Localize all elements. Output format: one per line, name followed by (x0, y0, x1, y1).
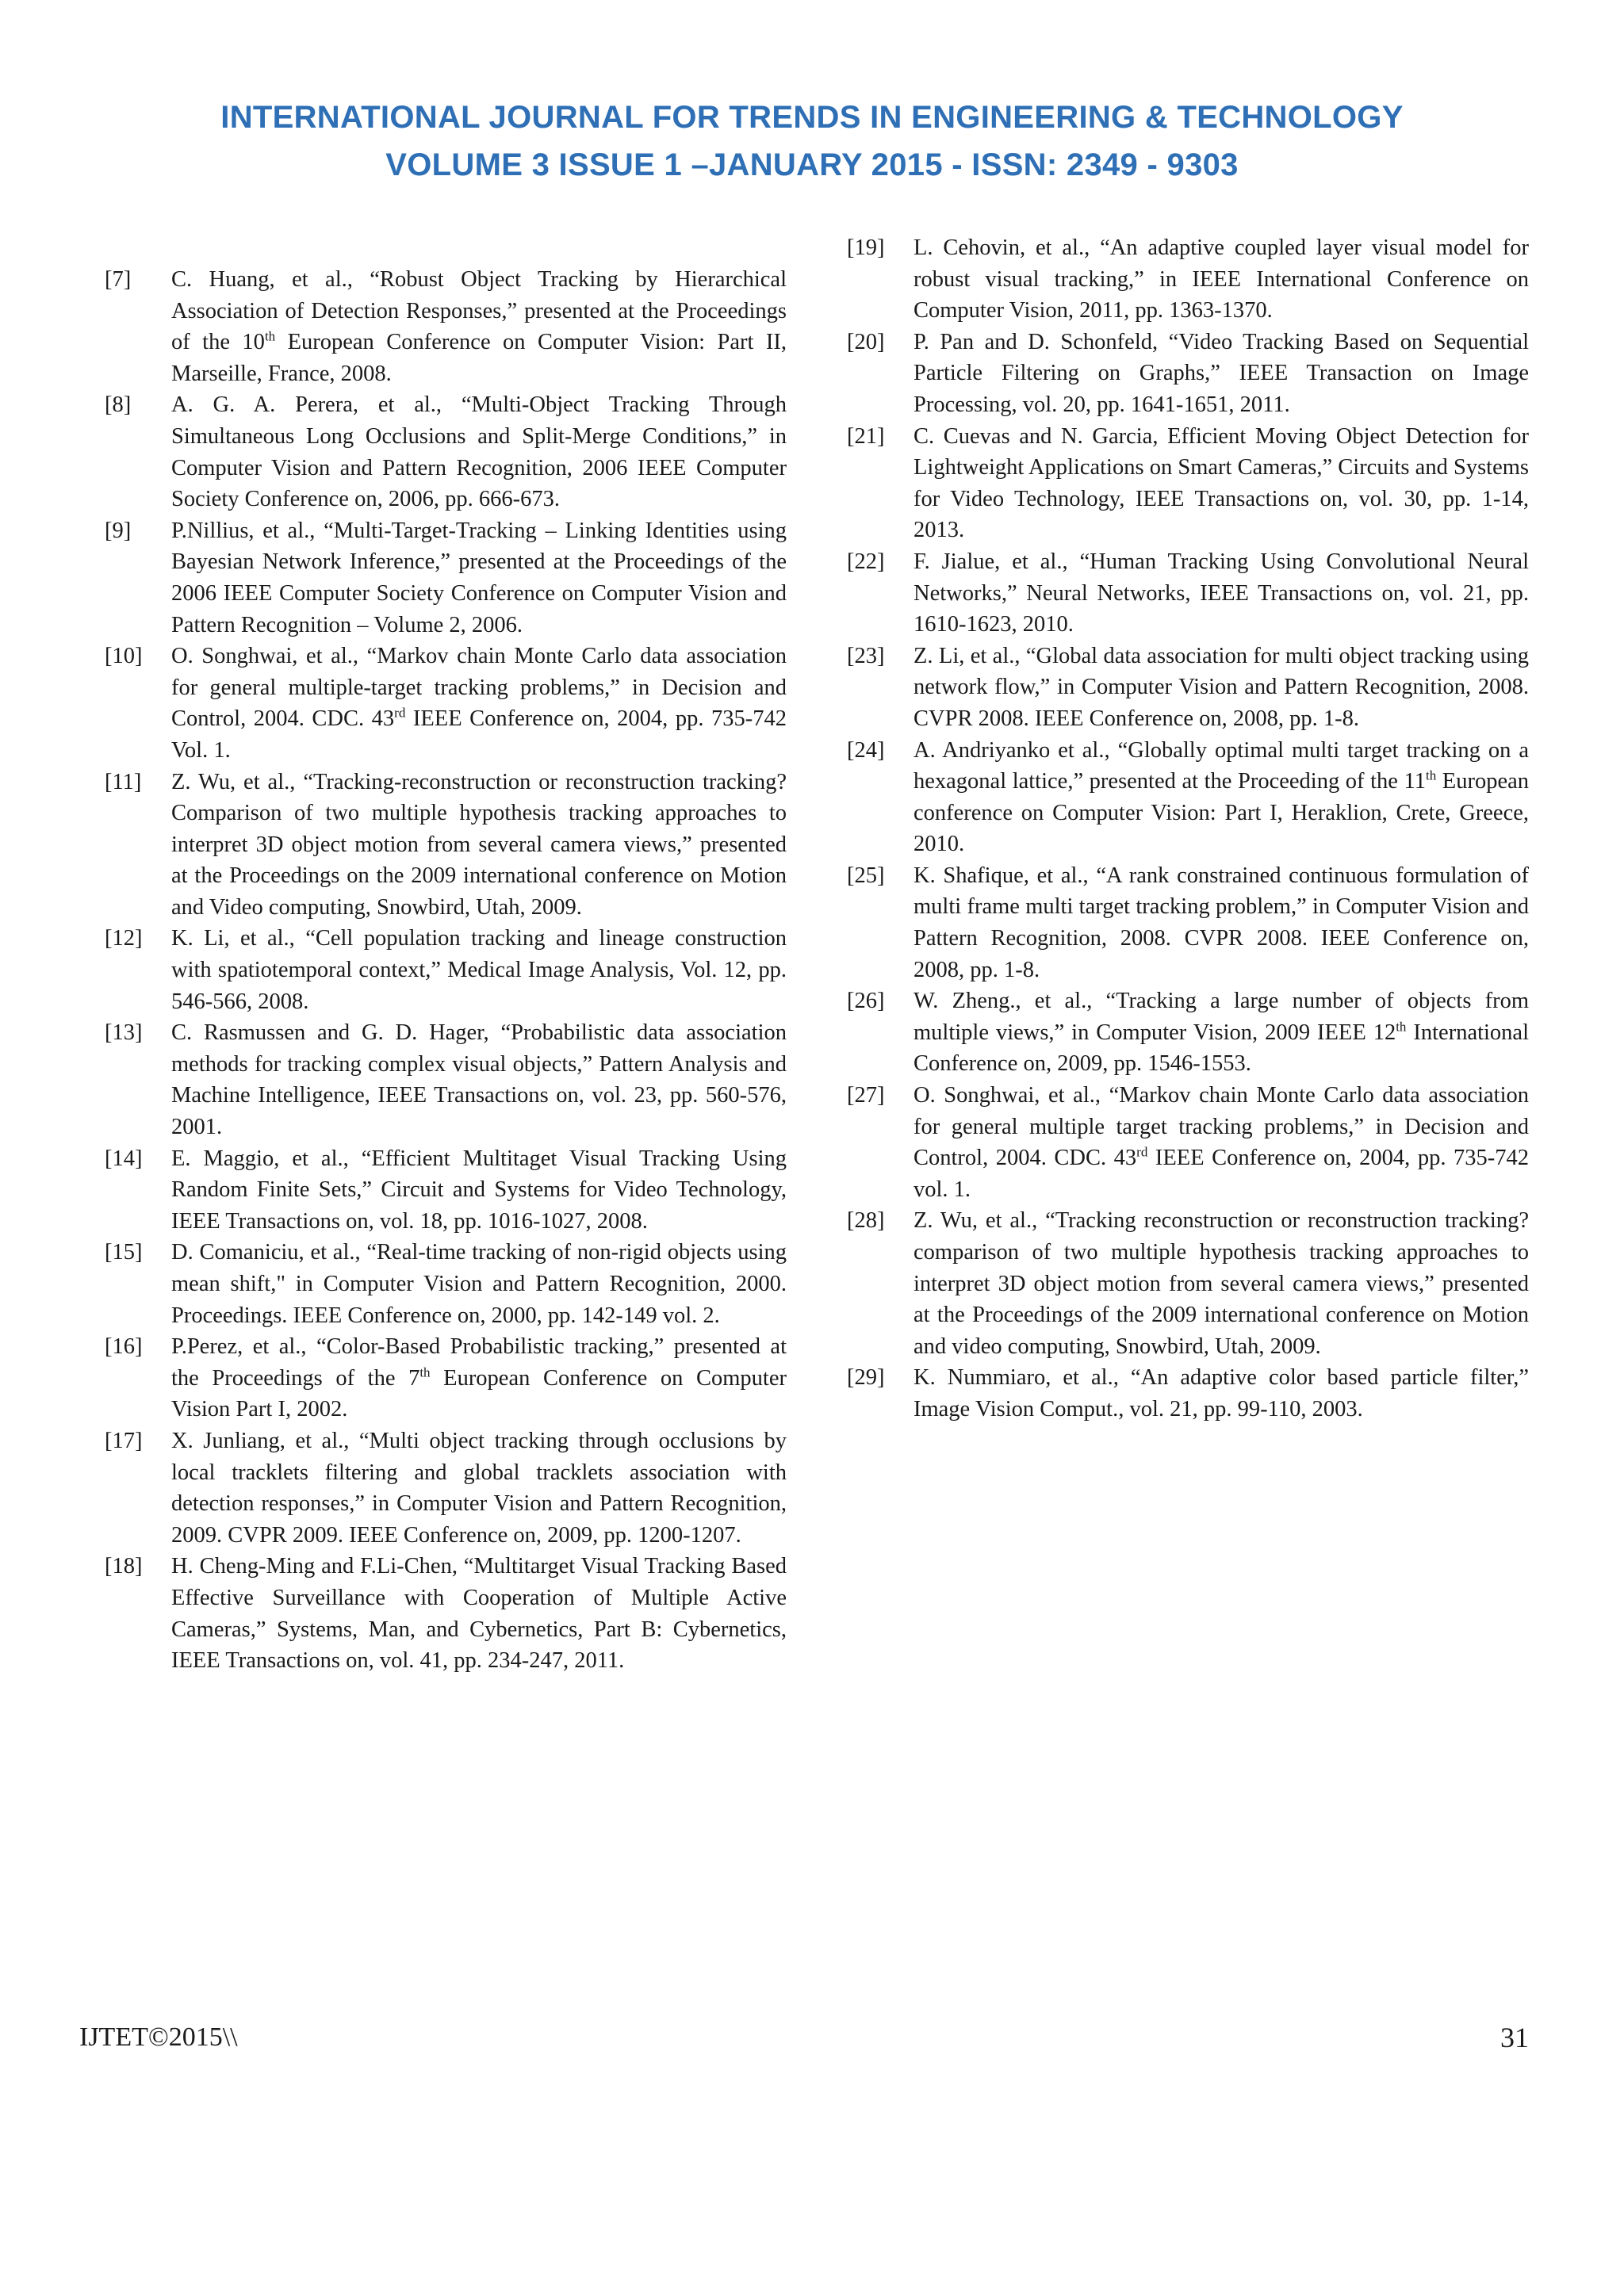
reference-text (171, 1331, 787, 1425)
reference-number: [26] (847, 989, 885, 1014)
reference-item (105, 1143, 787, 1238)
reference-text-part: C. Rasmussen and G. D. Hager, “Probabilistic data association methods for tracking complex visual objects,” Pattern Analysis and Machine Intelligence, IEEE Transactions on, vol. 23, pp. 560-576, 2001. (171, 1020, 787, 1140)
references-right-column (847, 232, 1529, 1425)
ordinal-superscript: rd (1136, 1144, 1148, 1160)
reference-item (847, 1362, 1529, 1425)
reference-number: [8] (105, 392, 132, 418)
reference-text-part: X. Junliang, et al., “Multi object tracking through occlusions by local tracklets filtering and global tracklets association with detection responses,” in Computer Vision and Pattern Recognition, 2009. CVPR 2009. IEEE Conference on, 2009, pp. 1200-1207. (171, 1428, 787, 1548)
reference-number: [20] (847, 329, 885, 354)
reference-number: [7] (105, 267, 132, 292)
reference-text-part: O. Songhwai, et al., “Markov chain Monte Carlo data association for general multiple-target tracking problems,” in Decision and Control, 2004. CDC. 43 (171, 644, 787, 732)
reference-item (105, 389, 787, 515)
ordinal-superscript: th (264, 328, 276, 344)
ordinal-superscript: rd (394, 705, 406, 721)
page-number: 31 (1500, 2022, 1529, 2053)
reference-number: [13] (105, 1020, 143, 1046)
reference-text-part: E. Maggio, et al., “Efficient Multitaget Visual Tracking Using Random Finite Sets,” Circuit and Systems for Video Technology, IEEE Transactions on, vol. 18, pp. 1016-1027, 2008. (171, 1146, 787, 1234)
reference-text (914, 1362, 1529, 1425)
journal-title: INTERNATIONAL JOURNAL FOR TRENDS IN ENGINEERING & TECHNOLOGY (220, 100, 1404, 135)
reference-text-part: W. Zheng., et al., “Tracking a large number of objects from multiple views,” in Computer Vision, 2009 IEEE 12 (914, 989, 1529, 1045)
journal-header (0, 94, 1624, 189)
reference-item (105, 1425, 787, 1551)
reference-text-part: A. Andriyanko et al., “Globally optimal multi target tracking on a hexagonal lattice,” presented at the Proceeding of the 11 (914, 737, 1529, 794)
reference-text-part: K. Nummiaro, et al., “An adaptive color based particle filter,” Image Vision Comput., vol. 21, pp. 99-110, 2003. (914, 1365, 1529, 1422)
reference-item (105, 767, 787, 924)
reference-number: [11] (105, 769, 142, 794)
reference-text (914, 985, 1529, 1080)
reference-text-part: International Conference on, 2009, pp. 1546-1553. (914, 1020, 1529, 1077)
reference-text (171, 767, 787, 924)
reference-item (105, 515, 787, 641)
reference-text (171, 264, 787, 389)
reference-text-part: European Conference on Computer Vision Part I, 2002. (171, 1365, 787, 1422)
reference-number: [14] (105, 1146, 143, 1171)
reference-number: [10] (105, 644, 143, 669)
reference-text (914, 641, 1529, 735)
reference-text (914, 735, 1529, 860)
reference-text-part: C. Huang, et al., “Robust Object Tracking by Hierarchical Association of Detection Responses,” presented at the Proceedings of the 10 (171, 267, 787, 355)
reference-text (914, 1080, 1529, 1205)
reference-text-part: O. Songhwai, et al., “Markov chain Monte Carlo data association for general multiple target tracking problems,” in Decision and Control, 2004. CDC. 43 (914, 1083, 1529, 1171)
reference-text-part: IEEE Conference on, 2004, pp. 735-742 vol. 1. (914, 1146, 1529, 1202)
reference-number: [27] (847, 1083, 885, 1108)
reference-text (171, 1237, 787, 1331)
reference-text (171, 515, 787, 641)
reference-number: [12] (105, 926, 143, 951)
reference-item (105, 1017, 787, 1142)
reference-item (105, 923, 787, 1017)
reference-item (105, 641, 787, 766)
reference-text-part: European Conference on Computer Vision: Part II, Marseille, France, 2008. (171, 330, 787, 386)
reference-item (847, 421, 1529, 546)
reference-text (171, 1551, 787, 1676)
reference-text-part: C. Cuevas and N. Garcia, Efficient Moving Object Detection for Lightweight Applications on Smart Cameras,” Circuits and Systems for Video Technology, IEEE Transactions on, vol. 30, pp. 1-14, 2013. (914, 423, 1529, 543)
reference-item (847, 860, 1529, 985)
reference-item (105, 1331, 787, 1425)
reference-text-part: IEEE Conference on, 2004, pp. 735-742 Vol. 1. (171, 706, 787, 763)
reference-text-part: P.Perez, et al., “Color-Based Probabilistic tracking,” presented at the Proceedings of the 7 (171, 1334, 787, 1391)
reference-text (171, 923, 787, 1017)
reference-text-part: K. Shafique, et al., “A rank constrained continuous formulation of multi frame multi target tracking problem,” in Computer Vision and Pattern Recognition, 2008. CVPR 2008. IEEE Conference on, 2008, pp. 1-8. (914, 863, 1529, 982)
footer-copyright: IJTET©2015\\ (79, 2022, 238, 2052)
reference-text (171, 1017, 787, 1142)
reference-number: [15] (105, 1240, 143, 1265)
reference-number: [21] (847, 423, 885, 449)
reference-text-part: H. Cheng-Ming and F.Li-Chen, “Multitarget Visual Tracking Based Effective Surveillance with Cooperation of Multiple Active Cameras,” Systems, Man, and Cybernetics, Part B: Cybernetics, IEEE Transactions on, vol. 41, pp. 234-247, 2011. (171, 1554, 787, 1674)
reference-number: [18] (105, 1554, 143, 1579)
reference-text-part: A. G. A. Perera, et al., “Multi-Object Tracking Through Simultaneous Long Occlusions and Split-Merge Conditions,” in Computer Vision and Pattern Recognition, 2006 IEEE Computer Society Conference on, 2006, pp. 666-673. (171, 392, 787, 512)
reference-item (847, 641, 1529, 735)
reference-number: [24] (847, 737, 885, 763)
reference-item (847, 546, 1529, 641)
journal-issue-info: VOLUME 3 ISSUE 1 –JANUARY 2015 - ISSN: 2349 - 9303 (385, 147, 1239, 182)
reference-number: [25] (847, 863, 885, 888)
reference-number: [29] (847, 1365, 885, 1391)
reference-item (105, 1551, 787, 1676)
ordinal-superscript: th (419, 1364, 431, 1380)
reference-number: [23] (847, 643, 885, 668)
reference-item (847, 985, 1529, 1080)
reference-text-part: Z. Wu, et al., “Tracking-reconstruction or reconstruction tracking? Comparison of two multiple hypothesis tracking approaches to interpret 3D object motion from several camera views,” presented at the Proceedings on the 2009 international conference on Motion and Video computing, Snowbird, Utah, 2009. (171, 769, 787, 920)
reference-text (914, 546, 1529, 641)
reference-text-part: K. Li, et al., “Cell population tracking and lineage construction with spatiotemporal context,” Medical Image Analysis, Vol. 12, pp. 546-566, 2008. (171, 926, 787, 1014)
reference-number: [17] (105, 1428, 143, 1453)
ordinal-superscript: th (1425, 767, 1437, 783)
reference-item (847, 1205, 1529, 1362)
reference-number: [19] (847, 235, 885, 260)
reference-text (914, 421, 1529, 546)
reference-number: [22] (847, 549, 885, 574)
reference-text-part: F. Jialue, et al., “Human Tracking Using Convolutional Neural Networks,” Neural Networks, IEEE Transactions on, vol. 21, pp. 1610-1623, 2010. (914, 549, 1529, 637)
reference-text-part: Z. Wu, et al., “Tracking reconstruction or reconstruction tracking?comparison of two multiple hypothesis tracking approaches to interpret 3D object motion from several camera views,” presented at the Proceedings of the 2009 international conference on Motion and video computing, Snowbird, Utah, 2009. (914, 1208, 1529, 1359)
reference-text-part: P.Nillius, et al., “Multi-Target-Tracking – Linking Identities using Bayesian Network Inference,” presented at the Proceedings of the 2006 IEEE Computer Society Conference on Computer Vision and Pattern Recognition – Volume 2, 2006. (171, 518, 787, 637)
reference-number: [28] (847, 1208, 885, 1234)
reference-text (914, 860, 1529, 985)
ordinal-superscript: th (1396, 1019, 1407, 1035)
reference-item (105, 264, 787, 389)
reference-text-part: Z. Li, et al., “Global data association for multi object tracking using network flow,” in Computer Vision and Pattern Recognition, 2008. CVPR 2008. IEEE Conference on, 2008, pp. 1-8. (914, 643, 1529, 731)
reference-text (171, 641, 787, 766)
reference-text-part: P. Pan and D. Schonfeld, “Video Tracking Based on Sequential Particle Filtering on Graphs,” IEEE Transaction on Image Processing, vol. 20, pp. 1641-1651, 2011. (914, 329, 1529, 417)
reference-text-part: European conference on Computer Vision: Part I, Heraklion, Crete, Greece, 2010. (914, 769, 1530, 857)
reference-number: [16] (105, 1334, 143, 1360)
reference-item (847, 1080, 1529, 1205)
reference-number: [9] (105, 518, 132, 543)
reference-text-part: D. Comaniciu, et al., “Real-time tracking of non-rigid objects using mean shift," in Computer Vision and Pattern Recognition, 2000. Proceedings. IEEE Conference on, 2000, pp. 142-149 vol. 2. (171, 1240, 787, 1328)
references-left-column (105, 264, 787, 1677)
reference-text (914, 327, 1529, 421)
reference-item (847, 232, 1529, 327)
reference-text (171, 389, 787, 515)
reference-text (171, 1143, 787, 1238)
reference-text-part: L. Cehovin, et al., “An adaptive coupled layer visual model for robust visual tracking,” in IEEE International Conference on Computer Vision, 2011, pp. 1363-1370. (914, 235, 1529, 323)
reference-item (105, 1237, 787, 1331)
reference-item (847, 735, 1529, 860)
reference-text (171, 1425, 787, 1551)
reference-text (914, 1205, 1529, 1362)
reference-item (847, 327, 1529, 421)
reference-text (914, 232, 1529, 327)
